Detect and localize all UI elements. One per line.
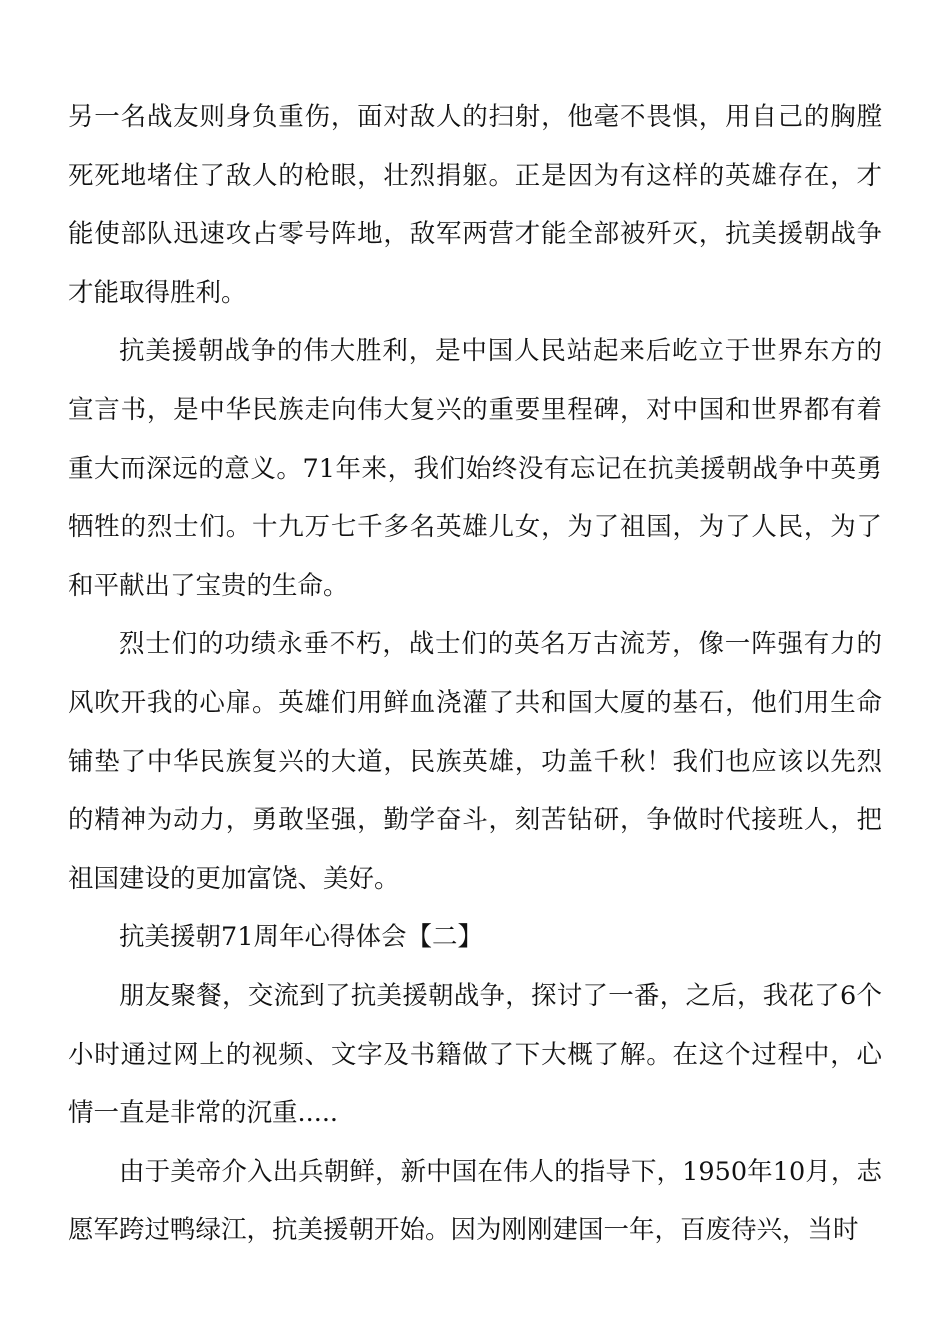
paragraph-war-background: 由于美帝介入出兵朝鲜，新中国在伟人的指导下，1950年10月，志愿军跨过鸭绿江，抗美援朝开始。因为刚刚建国一年，百废待兴，当时 [68,1156,882,1246]
section-heading: 抗美援朝71周年心得体会【二】 [119,922,483,953]
paragraph-continuation: 另一名战友则身负重伤，面对敌人的扫射，他毫不畏惧，用自己的胸膛死死地堵住了敌人的枪眼，壮烈捐躯。正是因为有这样的英雄存在，才能使部队迅速攻占零号阵地，敌军两营才能全部被歼灭，抗美援朝战争才能取得胜利。 [68,102,882,308]
paragraph-friends-gathering: 朋友聚餐，交流到了抗美援朝战争，探讨了一番，之后，我花了6个小时通过网上的视频、文字及书籍做了下大概了解。在这个过程中，心情一直是非常的沉重..... [68,980,882,1129]
paragraph-martyrs-legacy: 烈士们的功绩永垂不朽，战士们的英名万古流芳，像一阵强有力的风吹开我的心扉。英雄们用鲜血浇灌了共和国大厦的基石，他们用生命铺垫了中华民族复兴的大道，民族英雄，功盖千秋！我们也应该以先烈的精神为动力，勇敢坚强，勤学奋斗，刻苦钻研，争做时代接班人，把祖国建设的更加富饶、美好。 [68,629,882,894]
paragraph-victory-significance: 抗美援朝战争的伟大胜利，是中国人民站起来后屹立于世界东方的宣言书，是中华民族走向伟大复兴的重要里程碑，对中国和世界都有着重大而深远的意义。71年来，我们始终没有忘记在抗美援朝战争中英勇牺牲的烈士们。十九万七千多名英雄儿女，为了祖国，为了人民，为了和平献出了宝贵的生命。 [68,336,882,601]
document-body [68,88,882,1260]
